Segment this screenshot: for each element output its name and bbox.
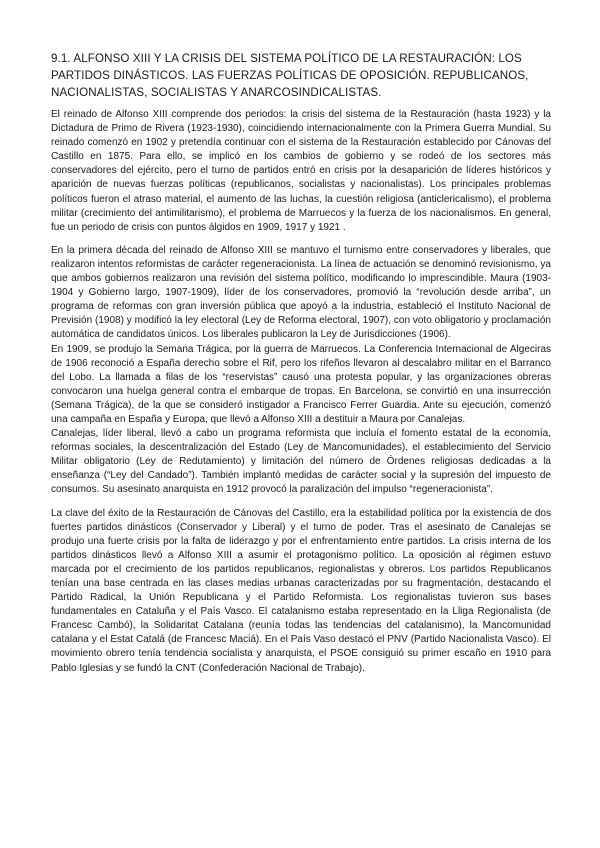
paragraph-canalejas: Canalejas, líder liberal, llevó a cabo un programa reformista que incluía el fomento estatal de la economía, reformas sociales, la descentralización del Estado (Ley de Mancomunidades), el establecimiento del Servicio Militar obligatorio (Ley de Redutamiento) y limitación del número de Órdenes religiosas dedicadas a la enseñanza (“Ley del Candado”). También implantó medidas de carácter social y la supresión del impuesto de consumos. Su asesinato anarquista en 1912 provocó la paralización del impulso “regeneracionista”. [51,428,551,496]
paragraph-introduction: El reinado de Alfonso XIII comprende dos periodos: la crisis del sistema de la Restauración (hasta 1923) y la Dictadura de Primo de Rivera (1923-1930), coincidiendo internacionalmente con la Primera Guerra Mundial. Su reinado comenzó en 1902 y pretendía continuar con el sistema de la Restauración establecido por Cánovas del Castillo en 1875. Para ello, se implicó en los cambios de gobierno y se rodeó de los sectores más conservadores del ejército, pero el turno de partidos entró en crisis por la desaparición de líderes históricos y aparición de nuevas fuerzas políticas (republicanos, socialistas y nacionalistas). Los principales problemas políticos fueron el atraso material, el aumento de las luchas, la cuestión religiosa (anticlericalismo), el problema militar (crecimiento del antimilitarismo), el problema de Marruecos y la fuerza de los nacionalismos. En general, fue un periodo de crisis con puntos álgidos en 1909, 1917 y 1921 . [51,109,551,233]
document-title: 9.1. ALFONSO XIII Y LA CRISIS DEL SISTEMA POLÍTICO DE LA RESTAURACIÓN: LOS PARTIDOS DINÁSTICOS. LAS FUERZAS POLÍTICAS DE OPOSICIÓN. REPUBLICANOS, NACIONALISTAS, SOCIALISTAS Y ANARCOSINDICALISTAS. [51,52,529,99]
paragraph-semana-tragica: En 1909, se produjo la Semana Trágica, por la guerra de Marruecos. La Conferencia Internacional de Algeciras de 1906 reconoció a España derecho sobre el Rif, pero los rifeños llevaron al descalabro militar en el Barranco del Lobo. La llamada a filas de los “reservistas” causó una protesta popular, y las organizaciones obreras convocaron una huelga general contra el embarque de tropas. En Barcelona, se convirtió en una insurrección (Semana Trágica), de la que se consideró instigador a Francisco Ferrer Guardia. Ante su ejecución, comenzó una campaña en España y Europa, que llevó a Alfonso XIII a destituir a Maura por Canalejas. [51,343,551,425]
paragraph-oposicion: La clave del éxito de la Restauración de Cánovas del Castillo, era la estabilidad política por la existencia de dos fuertes partidos dinásticos (Conservador y Liberal) y el turno de poder. Tras el asesinato de Canalejas se produjo una fuerte crisis por la falta de liderazgo y por el enfrentamiento entre partidos. La crisis interna de los partidos dinásticos llevó a Alfonso XIII a asumir el protagonismo político. La oposición al régimen estuvo marcada por el crecimiento de los partidos republicanos, regionalistas y obreros. Los partidos Republicanos tenían una base centrada en las clases medias urbanas caracterizadas por su fragmentación, destacando el Partido Radical, la Unión Republicana y el Partido Reformista. Los regionalistas tuvieron sus bases fundamentales en Cataluña y el País Vasco. El catalanismo estaba representado en la Lliga Regionalista (de Francesc Cambó), la Solidaritat Catalana (reunía todas las tendencias del catalanismo), la Mancomunidad catalana y el Estat Catalá (de Francesc Maciá). En el País Vaso destacó el PNV (Partido Nacionalista Vasco). El movimiento obrero tenía tendencia socialista y anarquista, el PSOE consiguió su primer escaño en 1910 para Pablo Iglesias y se fundó la CNT (Confederación Nacional de Trabajo). [51,507,551,674]
paragraph-gap [51,498,551,507]
paragraph-revisionismo: En la primera década del reinado de Alfonso XIII se mantuvo el turnismo entre conservadores y liberales, que realizaron intentos reformistas de carácter regeneracionista. La línea de actuación se denominó revisionismo, ya que ambos gobiernos realizaron una revisión del sistema político, modificando lo imprescindible. Maura (1903-1904 y Gobierno largo, 1907-1909), líder de los conservadores, promovió la “revolución desde arriba”, un programa de reformas con gran inversión pública que apoyó a la industria, estableció el Instituto Nacional de Previsión (1908) y modificó la ley electoral (Ley de Reforma electoral, 1907), con voto obligatorio y proclamación automática de candidatos únicos. Los liberales publicaron la Ley de Jurisdicciones (1906). [51,244,551,341]
document-page [51,50,551,676]
paragraph-gap [51,235,551,244]
